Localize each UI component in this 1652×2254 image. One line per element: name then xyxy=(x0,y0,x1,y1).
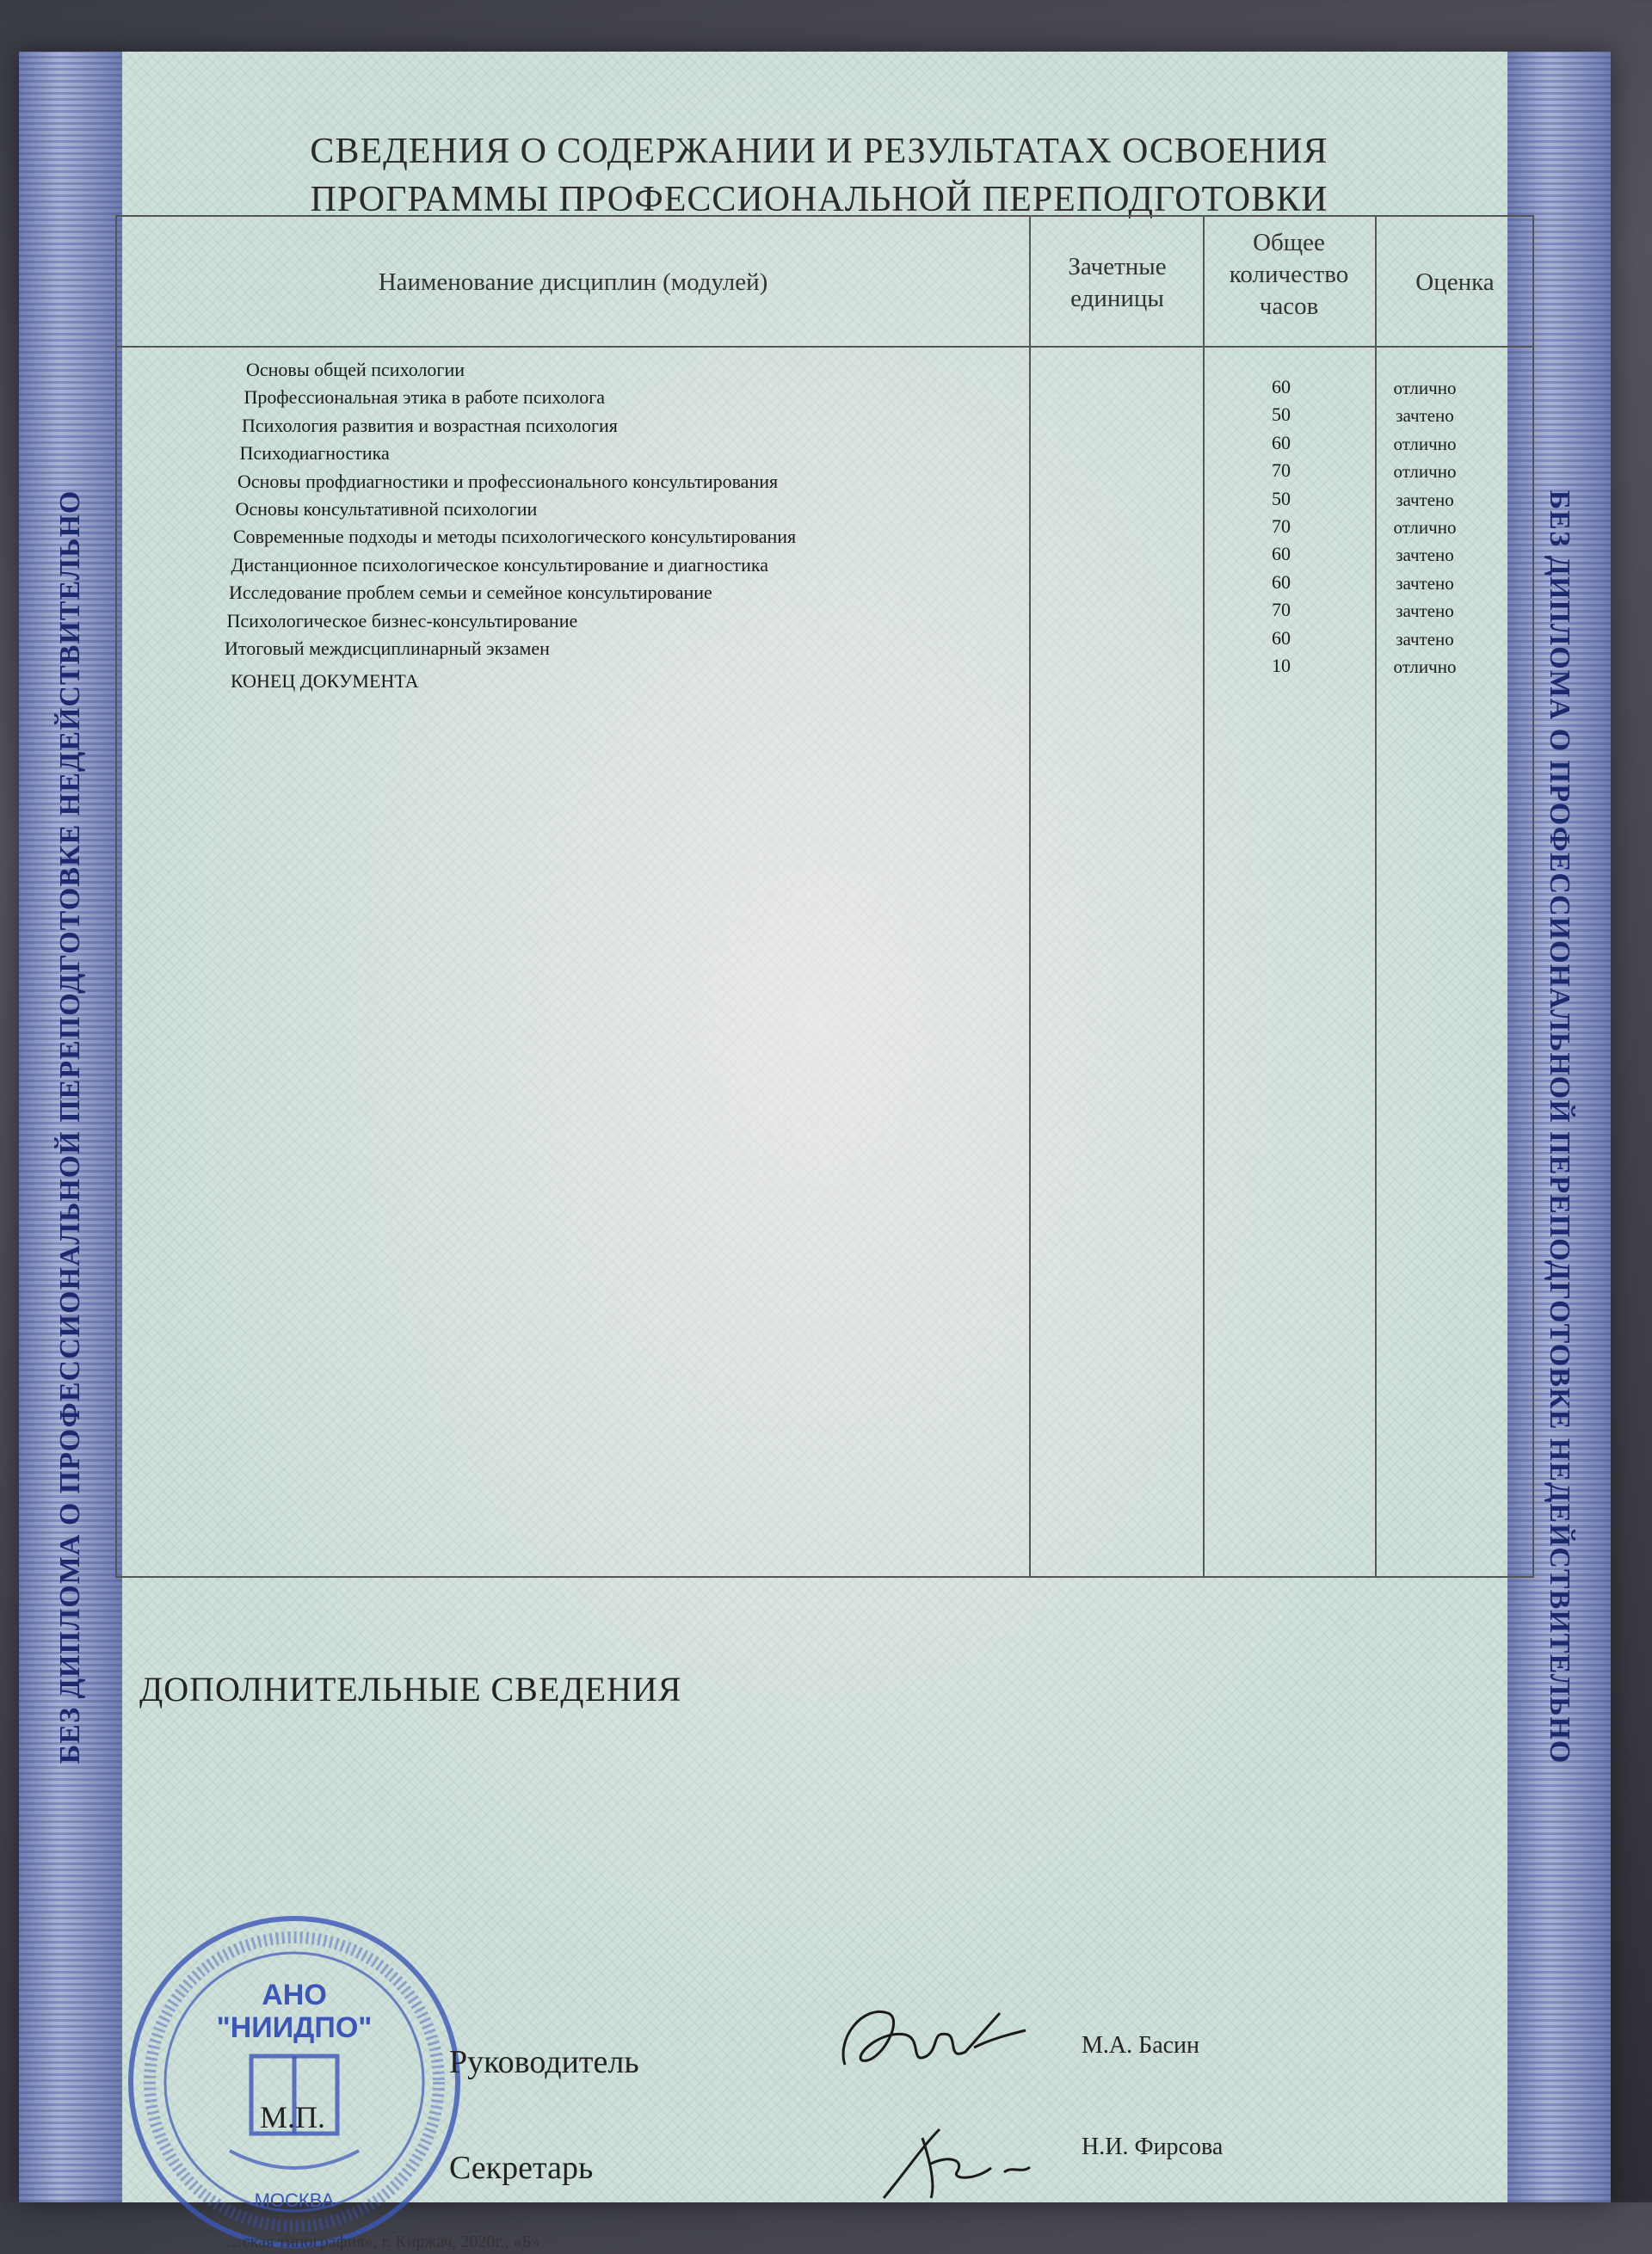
discipline-grade: зачтено xyxy=(1396,628,1454,650)
document-title-line1: СВЕДЕНИЯ О СОДЕРЖАНИИ И РЕЗУЛЬТАТАХ ОСВОЕНИЯ xyxy=(310,132,1328,171)
left-border-text: БЕЗ ДИПЛОМА О ПРОФЕССИОНАЛЬНОЙ ПЕРЕПОДГОТОВКЕ НЕДЕЙСТВИТЕЛЬНО xyxy=(54,490,86,1764)
discipline-name: Исследование проблем семьи и семейное консультирование xyxy=(229,582,712,604)
printer-footer: …ская типография», г. Киржач, 2020г., «Б» xyxy=(225,2232,540,2251)
director-signature xyxy=(828,1987,1034,2099)
diploma-sheet xyxy=(19,52,1611,2251)
additional-info-heading: ДОПОЛНИТЕЛЬНЫЕ СВЕДЕНИЯ xyxy=(139,1670,682,1709)
discipline-hours: 60 xyxy=(1272,626,1291,649)
header-hours: Общее количество часов xyxy=(1229,229,1349,320)
discipline-name: Современные подходы и методы психологического консультирования xyxy=(233,526,797,548)
secretary-signature xyxy=(871,2112,1060,2215)
discipline-hours: 50 xyxy=(1272,403,1291,426)
organization-stamp xyxy=(122,1910,466,2254)
secretary-name: Н.И. Фирсова xyxy=(1082,2134,1224,2160)
discipline-hours: 50 xyxy=(1272,487,1291,509)
header-divider xyxy=(117,346,1532,348)
discipline-grade: отлично xyxy=(1393,656,1457,677)
discipline-name: Профессиональная этика в работе психолога xyxy=(243,386,605,409)
discipline-name: Основы общей психологии xyxy=(246,359,465,380)
discipline-grade: зачтено xyxy=(1396,572,1454,594)
document-title-line2: ПРОГРАММЫ ПРОФЕССИОНАЛЬНОЙ ПЕРЕПОДГОТОВКИ xyxy=(310,180,1328,219)
table-row xyxy=(117,637,1532,677)
discipline-grade: отлично xyxy=(1393,461,1457,483)
stamp-city: МОСКВА xyxy=(254,2189,335,2211)
stamp-org-name: "НИИДПО" xyxy=(216,2011,373,2044)
end-of-document-note: КОНЕЦ ДОКУМЕНТА xyxy=(231,670,419,693)
discipline-hours: 60 xyxy=(1272,570,1291,593)
discipline-name: Психодиагностика xyxy=(239,442,390,465)
secretary-label: Секретарь xyxy=(449,2150,594,2186)
disciplines-table xyxy=(115,215,1534,1578)
discipline-hours: 70 xyxy=(1272,515,1291,537)
header-credits: Зачетные единицы xyxy=(1068,253,1167,312)
director-name: М.А. Басин xyxy=(1082,2032,1200,2059)
stamp-org-short: АНО xyxy=(262,1979,327,2011)
discipline-grade: зачтено xyxy=(1396,600,1454,622)
director-label: Руководитель xyxy=(449,2044,639,2080)
discipline-name: Основы консультативной психологии xyxy=(235,498,538,520)
discipline-grade: отлично xyxy=(1393,378,1457,398)
discipline-grade: отлично xyxy=(1393,517,1457,538)
discipline-name: Психологическое бизнес-консультирование xyxy=(226,609,578,631)
discipline-name: Дистанционное психологическое консультирование и диагностика xyxy=(231,553,769,576)
discipline-hours: 70 xyxy=(1272,599,1291,621)
header-name: Наименование дисциплин (модулей) xyxy=(378,268,768,296)
right-border-text: БЕЗ ДИПЛОМА О ПРОФЕССИОНАЛЬНОЙ ПЕРЕПОДГОТОВКЕ НЕДЕЙСТВИТЕЛЬНО xyxy=(1544,490,1575,1764)
discipline-name: Итоговый междисциплинарный экзамен xyxy=(225,637,550,659)
discipline-grade: зачтено xyxy=(1396,545,1454,566)
discipline-grade: зачтено xyxy=(1396,405,1454,427)
discipline-hours: 60 xyxy=(1272,376,1291,397)
discipline-name: Основы профдиагностики и профессионального консультирования xyxy=(237,470,779,492)
discipline-grade: зачтено xyxy=(1396,489,1454,510)
discipline-hours: 60 xyxy=(1272,543,1291,565)
discipline-hours: 70 xyxy=(1272,459,1291,482)
seal-place-label: М.П. xyxy=(260,2100,326,2134)
left-guilloche-border xyxy=(19,52,122,2202)
discipline-hours: 60 xyxy=(1272,431,1291,453)
header-grade: Оценка xyxy=(1415,268,1495,296)
discipline-name: Психология развития и возрастная психология xyxy=(242,414,618,436)
discipline-grade: отлично xyxy=(1393,433,1457,454)
discipline-hours: 10 xyxy=(1272,655,1291,676)
